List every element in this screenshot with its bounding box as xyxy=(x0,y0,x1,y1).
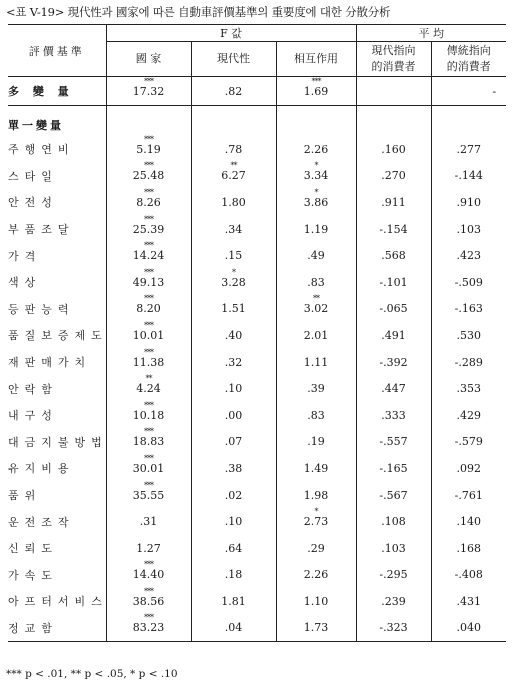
criterion-label: 품질보증제도 xyxy=(8,329,108,343)
country-f-value: 1.27 xyxy=(136,541,161,555)
modern-consumer-header-line-1: 現代指向 xyxy=(371,44,416,57)
modernity-f-value-cell xyxy=(191,189,276,216)
modern-consumer-mean: -.557 xyxy=(356,429,431,456)
modernity-f-value-cell xyxy=(191,508,276,535)
country-f-value: 4.24 xyxy=(136,382,161,396)
table-row xyxy=(8,216,506,243)
country-f-value: 10.01 xyxy=(132,328,165,342)
significance-mark: *** xyxy=(311,76,321,86)
modern-consumer-mean: -.567 xyxy=(356,482,431,509)
interaction-f-value: 2.26 xyxy=(303,142,329,156)
significance-mark: *** xyxy=(144,320,153,330)
country-f-value-cell xyxy=(106,588,191,615)
country-f-value: 49.13 xyxy=(132,275,165,289)
interaction-f-value-cell xyxy=(276,136,356,163)
criterion-label: 스타일 xyxy=(8,169,58,183)
modernity-f-value: 1.80 xyxy=(221,195,246,209)
modern-consumer-mean: -.065 xyxy=(356,296,431,323)
modern-consumer-mean: .333 xyxy=(356,402,431,429)
modernity-f-value-cell xyxy=(191,482,276,509)
interaction-f-value: .39 xyxy=(307,382,325,396)
modernity-f-value: .15 xyxy=(224,249,243,263)
modern-consumer-mean: -.154 xyxy=(356,216,431,243)
modern-consumer-mean: .911 xyxy=(356,189,431,216)
traditional-consumer-mean: .530 xyxy=(431,322,506,349)
table-row xyxy=(8,455,506,482)
modernity-f-value: .38 xyxy=(224,461,243,475)
modernity-f-value-cell xyxy=(191,269,276,296)
interaction-f-value: 1.73 xyxy=(303,621,329,635)
modernity-f-value: .00 xyxy=(224,408,243,422)
modernity-f-value: .07 xyxy=(224,435,243,449)
modernity-f-value: 3.28 xyxy=(221,275,246,289)
interaction-f-value: 3.34 xyxy=(303,169,329,183)
modernity-f-value: .10 xyxy=(224,382,243,396)
table-row xyxy=(8,269,506,296)
country-f-value-cell xyxy=(106,296,191,323)
traditional-consumer-mean: .353 xyxy=(431,375,506,402)
table-row xyxy=(8,296,506,323)
country-f-value: 25.48 xyxy=(132,169,165,183)
country-f-value: 35.55 xyxy=(132,488,165,502)
modernity-f-value-cell xyxy=(191,216,276,243)
modernity-f-value-cell xyxy=(191,615,276,642)
interaction-f-value-cell xyxy=(276,322,356,349)
criterion-label: 가격 xyxy=(8,249,42,263)
interaction-f-value-cell xyxy=(276,349,356,376)
criteria-header: 評價基準 xyxy=(8,25,106,77)
interaction-f-value: 2.26 xyxy=(303,568,329,582)
traditional-consumer-mean: -.408 xyxy=(431,562,506,589)
modernity-f-value: .40 xyxy=(224,328,243,342)
interaction-f-value-cell xyxy=(276,429,356,456)
mean-group-header: 平 均 xyxy=(356,25,506,42)
significance-mark: *** xyxy=(144,161,153,171)
criterion-label: 품위 xyxy=(8,489,42,503)
table-row xyxy=(8,189,506,216)
country-f-value: 10.18 xyxy=(132,408,165,422)
table-row xyxy=(8,588,506,615)
criterion-label: 아프터서비스 xyxy=(8,595,108,609)
significance-mark: *** xyxy=(144,76,153,86)
traditional-consumer-mean: .040 xyxy=(431,615,506,642)
multivariate-country-value: 17.32 xyxy=(132,84,165,98)
multivariate-interaction-value: 1.69 xyxy=(303,84,329,98)
modernity-f-value-cell xyxy=(191,322,276,349)
interaction-f-value-cell xyxy=(276,163,356,190)
modern-consumer-mean: -.165 xyxy=(356,455,431,482)
interaction-f-value-cell xyxy=(276,216,356,243)
country-f-value-cell xyxy=(106,242,191,269)
modern-consumer-mean: .103 xyxy=(356,535,431,562)
significance-mark: *** xyxy=(144,214,153,224)
significance-mark: ** xyxy=(313,294,320,304)
interaction-f-value: 1.11 xyxy=(303,355,329,369)
table-row xyxy=(8,402,506,429)
criterion-label: 안락함 xyxy=(8,382,58,396)
interaction-f-value: 2.01 xyxy=(303,328,329,342)
country-f-value: 11.38 xyxy=(132,355,165,369)
traditional-consumer-mean: -.761 xyxy=(431,482,506,509)
significance-mark: * xyxy=(314,161,318,171)
spacer-row xyxy=(8,106,506,115)
significance-mark: *** xyxy=(144,586,153,596)
table-row xyxy=(8,163,506,190)
multivariate-country-cell xyxy=(106,77,191,106)
modern-consumer-mean: .447 xyxy=(356,375,431,402)
interaction-f-value: .29 xyxy=(307,541,325,555)
modernity-f-value: .64 xyxy=(224,541,243,555)
modern-consumer-mean: .270 xyxy=(356,163,431,190)
interaction-column-header: 相互作用 xyxy=(276,42,356,77)
multivariate-modern-mean xyxy=(356,77,431,106)
modern-consumer-mean: -.392 xyxy=(356,349,431,376)
traditional-consumer-mean: .910 xyxy=(431,189,506,216)
modernity-f-value-cell xyxy=(191,163,276,190)
interaction-f-value-cell xyxy=(276,615,356,642)
modernity-f-value: 6.27 xyxy=(221,169,246,183)
criterion-label: 대금지불방법 xyxy=(8,435,108,449)
significance-mark: * xyxy=(232,267,235,277)
modern-consumer-mean: .491 xyxy=(356,322,431,349)
modernity-f-value-cell xyxy=(191,402,276,429)
interaction-f-value: 3.86 xyxy=(303,195,329,209)
f-value-group-header: F 값 xyxy=(106,25,356,42)
criterion-label: 정교함 xyxy=(8,615,106,642)
modern-consumer-mean: -.323 xyxy=(356,615,431,642)
traditional-consumer-mean: .168 xyxy=(431,535,506,562)
country-f-value: .31 xyxy=(139,515,158,529)
interaction-f-value-cell xyxy=(276,375,356,402)
modernity-column-header: 現代性 xyxy=(191,42,276,77)
country-f-value: 14.40 xyxy=(132,568,165,582)
traditional-consumer-mean: .423 xyxy=(431,242,506,269)
interaction-f-value-cell xyxy=(276,482,356,509)
interaction-f-value: 2.73 xyxy=(303,515,329,529)
criterion-label: 가속도 xyxy=(8,568,58,582)
country-f-value-cell xyxy=(106,508,191,535)
criterion-label: 색상 xyxy=(8,276,42,290)
country-f-value: 25.39 xyxy=(132,222,165,236)
modern-consumer-column-header xyxy=(356,42,431,77)
table-row xyxy=(8,375,506,402)
criterion-label: 부품조달 xyxy=(8,223,75,237)
interaction-f-value: .49 xyxy=(307,249,325,263)
country-f-value-cell xyxy=(106,562,191,589)
criterion-label: 신뢰도 xyxy=(8,542,58,556)
country-f-value-cell xyxy=(106,429,191,456)
traditional-consumer-header-line-2: 的消費者 xyxy=(446,60,491,73)
multivariate-modernity-cell xyxy=(191,77,276,106)
significance-mark: *** xyxy=(144,241,153,251)
criterion-label: 내구성 xyxy=(8,409,58,423)
country-f-value-cell xyxy=(106,136,191,163)
interaction-f-value-cell xyxy=(276,508,356,535)
interaction-f-value: .83 xyxy=(307,275,325,289)
modernity-f-value: .32 xyxy=(224,355,243,369)
significance-footnote: *** p < .01, ** p < .05, * p < .10 xyxy=(6,668,178,680)
table-row xyxy=(8,482,506,509)
country-f-value: 30.01 xyxy=(132,461,165,475)
traditional-consumer-mean: -.289 xyxy=(431,349,506,376)
modernity-f-value: .10 xyxy=(224,515,243,529)
criterion-label: 주행연비 xyxy=(8,143,75,157)
header-row-1 xyxy=(8,25,506,42)
country-f-value: 8.20 xyxy=(136,302,161,316)
modern-consumer-mean: -.101 xyxy=(356,269,431,296)
interaction-f-value: .19 xyxy=(307,435,325,449)
modernity-f-value-cell xyxy=(191,242,276,269)
table-row xyxy=(8,508,506,535)
country-f-value-cell xyxy=(106,615,191,642)
criterion-label: 유지비용 xyxy=(8,462,75,476)
modernity-f-value: .18 xyxy=(224,568,243,582)
criterion-label: 재판매가치 xyxy=(8,356,92,370)
traditional-consumer-mean: -.144 xyxy=(431,163,506,190)
interaction-f-value: 1.19 xyxy=(303,222,329,236)
criterion-label: 운전조작 xyxy=(8,515,75,529)
country-f-value-cell xyxy=(106,322,191,349)
multivariate-modernity-value: .82 xyxy=(224,84,243,98)
anova-table xyxy=(8,24,506,642)
modernity-f-value: .02 xyxy=(224,488,243,502)
traditional-consumer-mean: -.509 xyxy=(431,269,506,296)
interaction-f-value: .83 xyxy=(307,408,325,422)
traditional-consumer-mean: .140 xyxy=(431,508,506,535)
country-f-value: 8.26 xyxy=(136,195,161,209)
modern-consumer-mean: .160 xyxy=(356,136,431,163)
country-f-value: 14.24 xyxy=(132,249,165,263)
interaction-f-value-cell xyxy=(276,189,356,216)
modernity-f-value-cell xyxy=(191,588,276,615)
modernity-f-value-cell xyxy=(191,349,276,376)
table-row xyxy=(8,615,506,642)
traditional-consumer-mean: .092 xyxy=(431,455,506,482)
significance-mark: *** xyxy=(144,613,153,623)
interaction-f-value-cell xyxy=(276,562,356,589)
table-row xyxy=(8,322,506,349)
traditional-consumer-mean: .429 xyxy=(431,402,506,429)
table-row xyxy=(8,535,506,562)
significance-mark: * xyxy=(314,507,318,517)
table-title: <표 V-19> 現代性과 國家에 따른 自動車評價基準의 重要度에 대한 分散分析 xyxy=(6,5,391,19)
country-f-value-cell xyxy=(106,269,191,296)
interaction-f-value-cell xyxy=(276,296,356,323)
traditional-consumer-mean: .277 xyxy=(431,136,506,163)
country-f-value-cell xyxy=(106,349,191,376)
country-f-value: 5.19 xyxy=(136,142,161,156)
traditional-consumer-mean: -.579 xyxy=(431,429,506,456)
interaction-f-value-cell xyxy=(276,588,356,615)
significance-mark: *** xyxy=(144,294,153,304)
interaction-f-value: 1.98 xyxy=(303,488,329,502)
significance-mark: *** xyxy=(144,187,153,197)
modernity-f-value: .04 xyxy=(224,621,243,635)
country-f-value-cell xyxy=(106,535,191,562)
traditional-consumer-header-line-1: 傳統指向 xyxy=(446,44,491,57)
traditional-consumer-mean: .103 xyxy=(431,216,506,243)
modern-consumer-mean: .108 xyxy=(356,508,431,535)
table-row xyxy=(8,242,506,269)
country-f-value-cell xyxy=(106,216,191,243)
country-f-value: 83.23 xyxy=(132,621,165,635)
modernity-f-value: .34 xyxy=(224,222,243,236)
interaction-f-value: 1.10 xyxy=(303,594,329,608)
significance-mark: *** xyxy=(144,560,153,570)
significance-mark: *** xyxy=(144,347,153,357)
country-f-value-cell xyxy=(106,189,191,216)
country-f-value: 38.56 xyxy=(132,594,165,608)
multivariate-interaction-cell xyxy=(276,77,356,106)
country-f-value-cell xyxy=(106,482,191,509)
interaction-f-value-cell xyxy=(276,402,356,429)
modernity-f-value-cell xyxy=(191,296,276,323)
modernity-f-value: 1.81 xyxy=(221,594,246,608)
modernity-f-value-cell xyxy=(191,562,276,589)
country-column-header: 國 家 xyxy=(106,42,191,77)
modern-consumer-mean: -.295 xyxy=(356,562,431,589)
significance-mark: ** xyxy=(145,374,152,384)
traditional-consumer-mean: -.163 xyxy=(431,296,506,323)
modernity-f-value-cell xyxy=(191,455,276,482)
country-f-value-cell xyxy=(106,402,191,429)
country-f-value-cell xyxy=(106,163,191,190)
interaction-f-value: 1.49 xyxy=(303,461,329,475)
significance-mark: *** xyxy=(144,267,153,277)
modernity-f-value-cell xyxy=(191,375,276,402)
interaction-f-value: 3.02 xyxy=(303,302,329,316)
criterion-label: 등판능력 xyxy=(8,302,75,316)
multivariate-label: 多 變 量 xyxy=(8,77,106,106)
table-row xyxy=(8,562,506,589)
significance-mark: *** xyxy=(144,134,153,144)
multivariate-traditional-mean: - xyxy=(431,77,506,106)
modern-consumer-header-line-2: 的消費者 xyxy=(371,60,416,73)
interaction-f-value-cell xyxy=(276,535,356,562)
multivariate-row xyxy=(8,77,506,106)
country-f-value-cell xyxy=(106,455,191,482)
country-f-value-cell xyxy=(106,375,191,402)
interaction-f-value-cell xyxy=(276,269,356,296)
univariate-section-row xyxy=(8,114,506,136)
table-row xyxy=(8,136,506,163)
table-row xyxy=(8,349,506,376)
modern-consumer-mean: .239 xyxy=(356,588,431,615)
modernity-f-value: 1.51 xyxy=(221,302,246,316)
modernity-f-value-cell xyxy=(191,429,276,456)
interaction-f-value-cell xyxy=(276,242,356,269)
table-row xyxy=(8,429,506,456)
modernity-f-value: .78 xyxy=(224,142,243,156)
modernity-f-value-cell xyxy=(191,535,276,562)
significance-mark: *** xyxy=(144,427,153,437)
criterion-label: 안전성 xyxy=(8,196,58,210)
modernity-f-value-cell xyxy=(191,136,276,163)
significance-mark: ** xyxy=(230,161,237,171)
traditional-consumer-mean: .431 xyxy=(431,588,506,615)
interaction-f-value-cell xyxy=(276,455,356,482)
significance-mark: * xyxy=(314,187,318,197)
significance-mark: *** xyxy=(144,480,153,490)
univariate-section-label: 單一變量 xyxy=(8,119,64,132)
traditional-consumer-column-header xyxy=(431,42,506,77)
country-f-value: 18.83 xyxy=(132,435,165,449)
significance-mark: *** xyxy=(144,453,153,463)
modern-consumer-mean: .568 xyxy=(356,242,431,269)
significance-mark: *** xyxy=(144,400,153,410)
